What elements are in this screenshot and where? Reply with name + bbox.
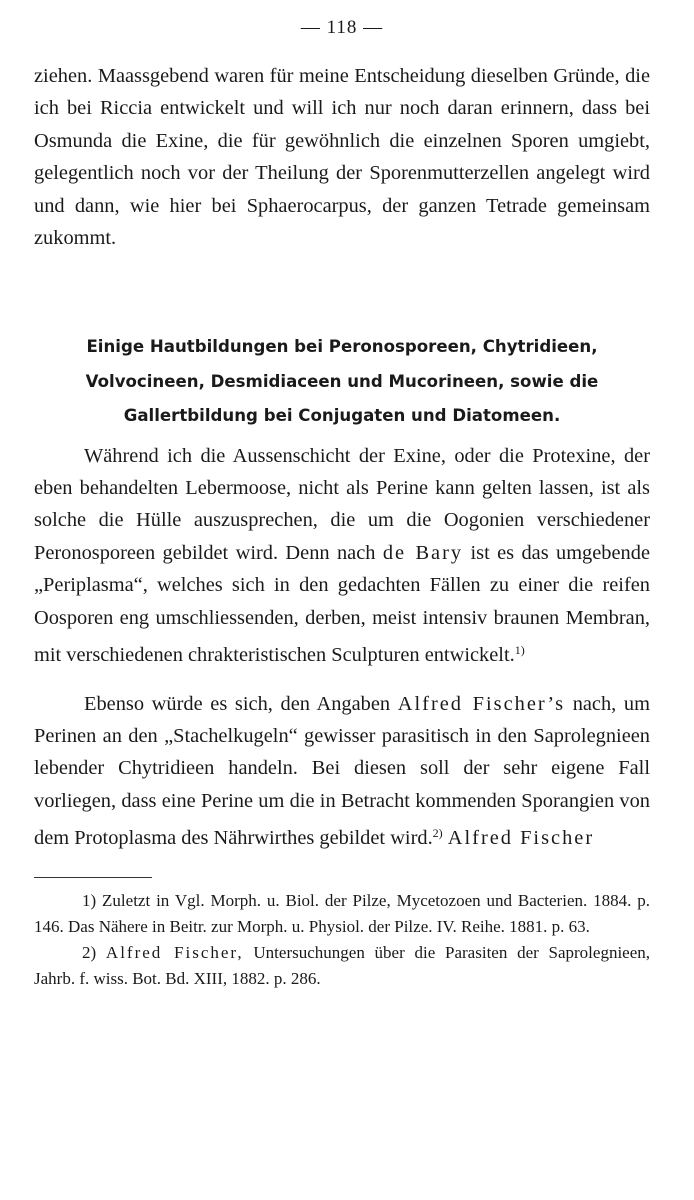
footnote-divider	[34, 877, 152, 878]
paragraph-chytridieen	[34, 688, 650, 855]
footnotes	[34, 888, 650, 992]
paragraph-text: Ebenso würde es sich, den Angaben	[84, 692, 391, 715]
paragraph-text: ist es das umgebende „Periplasma“, welches sich in den gedachten Fällen zu einer die reifen Oosporen eng umschliessenden, derben, meist intensiv braunen Membran, mit verschiedenen chrakteristischen Sculpturen entwickelt.	[34, 541, 650, 667]
paragraph-peronosporeen	[34, 440, 650, 672]
footnote-author: Alfred Fischer,	[105, 942, 244, 962]
footnote-text: Untersuchungen über die Parasiten der Saprolegnieen, Jahrb. f. wiss. Bot. Bd. XIII, 1882. p. 286.	[34, 942, 651, 988]
footnote-text: Zuletzt in Vgl. Morph. u. Biol. der Pilze, Mycetozoen und Bacterien. 1884. p. 146. Das Nähere in Beitr. zur Morph. u. Physiol. der Pilze. IV. Reihe. 1881. p. 63.	[34, 890, 650, 936]
author-name: Alfred Fischer’s	[397, 692, 566, 715]
footnote-1	[34, 888, 650, 940]
section-heading-line-2: Volvocineen, Desmidiaceen und Mucorineen, sowie die	[85, 371, 599, 391]
footnote-marker: 2)	[82, 942, 97, 962]
author-name: de Bary	[382, 541, 464, 564]
paragraph-text: Während ich die Aussenschicht der Exine, oder die Protexine, der eben behandelten Lebermoose, nicht als Perine kann gelten lassen, ist als solche die Hülle auszusprechen, die um die Oogonien verschiedener Peronosporeen gebildet wird. Denn nach	[34, 444, 650, 564]
footnote-2	[34, 940, 650, 992]
section-heading-line-3: Gallertbildung bei Conjugaten und Diatomeen.	[123, 406, 561, 426]
paragraph-continuation: ziehen. Maassgebend waren für meine Entscheidung dieselben Gründe, die ich bei Riccia entwickelt und will ich nur noch daran erinnern, dass bei Osmunda die Exine, die für gewöhnlich die einzelnen Sporen umgiebt, gelegentlich noch vor der Theilung der Sporenmutterzellen angelegt wird und dann, wie hier bei Sphaerocarpus, der ganzen Tetrade gemeinsam zukommt.	[34, 65, 650, 250]
book-page	[34, 0, 650, 992]
paragraph-text: nach, um Perinen an den „Stachelkugeln“ gewisser parasitisch in den Saprolegnieen lebender Chytridieen handeln. Bei diesen soll der sehr eigene Fall vorliegen, dass eine Perine um die in Betracht kommenden Sporangien von dem Protoplasma des Nährwirthes gebildet wird.	[34, 692, 650, 850]
author-name: Alfred Fischer	[447, 827, 595, 850]
page-number: — 118 —	[300, 17, 384, 38]
footnote-marker: 1)	[82, 890, 97, 910]
footnote-reference: 1)	[514, 643, 525, 658]
section-heading-line-1: Einige Hautbildungen bei Peronosporeen, Chytridieen,	[86, 337, 598, 357]
section-heading	[34, 330, 650, 433]
footnote-reference: 2)	[432, 826, 443, 841]
